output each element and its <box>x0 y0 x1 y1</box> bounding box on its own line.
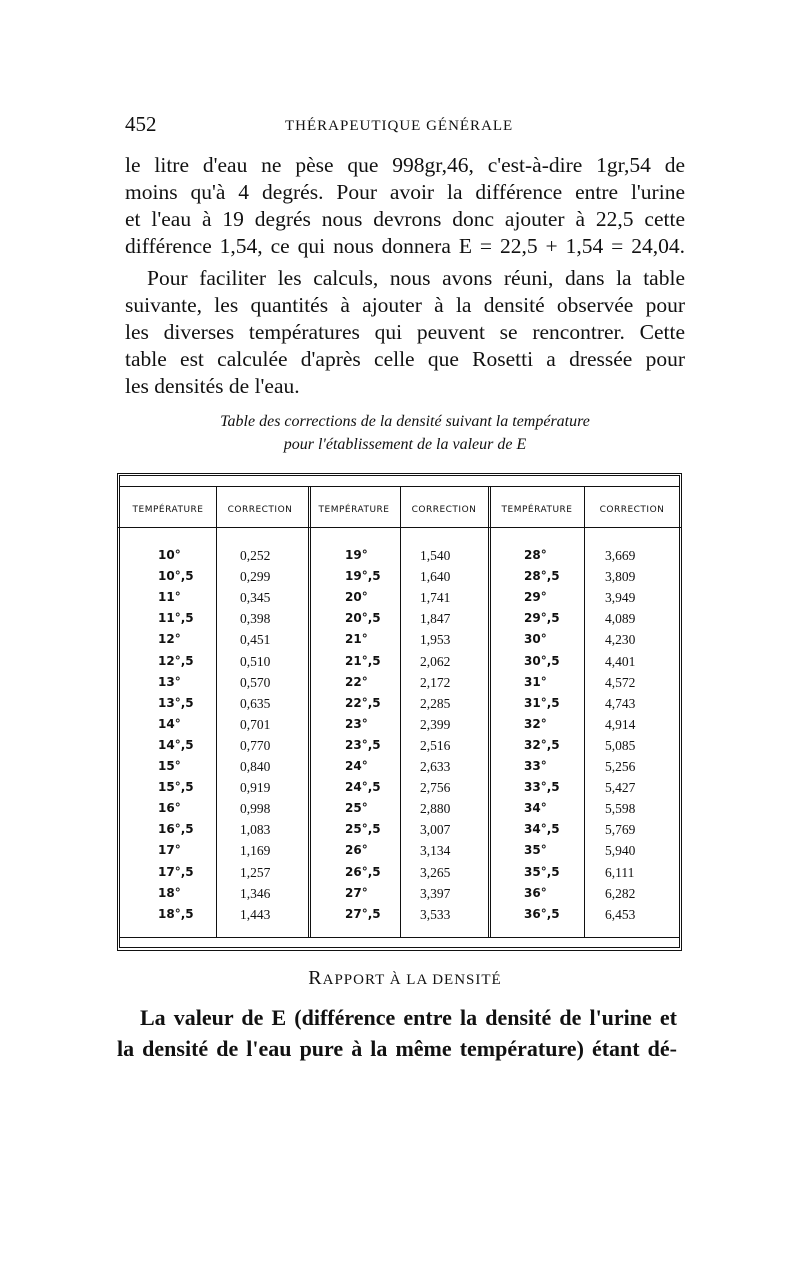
correction-cell: 2,633 <box>420 759 451 774</box>
text-line: le litre d'eau ne pèse que 998gr,46, c'est-à-dire 1gr,54 de <box>125 153 685 177</box>
temperature-cell: 35° <box>524 843 547 858</box>
column-header: TEMPÉRATURE <box>318 505 390 515</box>
page-number: 452 <box>125 112 157 136</box>
temperature-cell: 15°,5 <box>158 780 194 795</box>
temperature-cell: 28° <box>524 548 547 562</box>
correction-cell: 2,172 <box>420 674 451 690</box>
temperature-cell: 31° <box>524 674 547 689</box>
correction-cell: 1,257 <box>240 864 271 880</box>
text-line: différence 1,54, ce qui nous donnera E = 22,5 + 1,54 = 24,04. <box>125 234 685 258</box>
page-header <box>125 112 685 142</box>
correction-cell: 3,007 <box>420 822 451 838</box>
temperature-cell: 35°,5 <box>524 864 560 879</box>
temperature-cell: 26° <box>345 843 368 858</box>
correction-cell: 3,397 <box>420 885 451 901</box>
correction-cell: 1,346 <box>240 885 271 901</box>
temperature-cell: 25°,5 <box>345 822 381 837</box>
correction-cell: 3,265 <box>420 864 451 880</box>
correction-cell: 1,443 <box>240 906 271 922</box>
correction-cell: 0,570 <box>240 674 271 690</box>
temperature-cell: 21°,5 <box>345 653 381 668</box>
caption-line: Table des corrections de la densité suivant la température <box>220 413 590 430</box>
text-line: table est calculée d'après celle que Rosetti a dressée pour <box>125 347 685 371</box>
correction-cell: 5,769 <box>605 822 636 838</box>
text-line: moins qu'à 4 degrés. Pour avoir la différence entre l'urine <box>125 180 685 204</box>
correction-cell: 3,533 <box>420 906 451 922</box>
correction-cell: 6,453 <box>605 906 636 922</box>
correction-cell: 0,252 <box>240 548 271 563</box>
temperature-cell: 17°,5 <box>158 864 194 879</box>
correction-cell: 0,451 <box>240 632 271 648</box>
column-header: CORRECTION <box>411 505 477 515</box>
temperature-cell: 19°,5 <box>345 569 381 584</box>
temperature-cell: 36° <box>524 885 547 900</box>
temperature-cell: 28°,5 <box>524 569 560 584</box>
temperature-cell: 16°,5 <box>158 822 194 837</box>
temperature-cell: 11° <box>158 590 181 605</box>
correction-cell: 6,282 <box>605 885 636 901</box>
correction-cell: 1,083 <box>240 822 271 838</box>
temperature-cell: 33°,5 <box>524 780 560 795</box>
temperature-cell: 21° <box>345 632 368 647</box>
temperature-cell: 16° <box>158 801 181 816</box>
temperature-cell: 33° <box>524 759 547 773</box>
temperature-cell: 13°,5 <box>158 695 194 710</box>
correction-cell: 3,669 <box>605 548 636 563</box>
correction-cell: 1,741 <box>420 590 451 606</box>
section-title-part: APPORT <box>322 972 390 988</box>
temperature-cell: 32°,5 <box>524 737 560 752</box>
temperature-cell: 22°,5 <box>345 695 381 710</box>
temperature-cell: 13° <box>158 674 181 689</box>
correction-cell: 4,230 <box>605 632 636 648</box>
correction-cell: 3,809 <box>605 569 636 585</box>
correction-cell: 1,847 <box>420 611 451 627</box>
correction-cell: 0,345 <box>240 590 271 606</box>
correction-cell: 2,756 <box>420 780 451 796</box>
column-divider <box>488 486 491 938</box>
temperature-cell: 11°,5 <box>158 611 194 626</box>
column-divider <box>216 486 217 938</box>
temperature-cell: 18° <box>158 885 181 900</box>
temperature-cell: 23° <box>345 716 368 731</box>
running-head: THÉRAPEUTIQUE GÉNÉRALE <box>285 118 514 134</box>
temperature-cell: 30°,5 <box>524 653 560 668</box>
correction-cell: 2,880 <box>420 801 451 817</box>
temperature-cell: 19° <box>345 548 368 562</box>
correction-cell: 2,062 <box>420 653 451 669</box>
correction-cell: 2,516 <box>420 737 451 753</box>
section-title <box>125 967 685 990</box>
correction-cell: 0,299 <box>240 569 271 585</box>
temperature-cell: 24°,5 <box>345 780 381 795</box>
correction-cell: 5,256 <box>605 759 636 774</box>
temperature-cell: 36°,5 <box>524 906 560 921</box>
correction-cell: 6,111 <box>605 864 635 880</box>
temperature-cell: 24° <box>345 759 368 773</box>
text-line: La valeur de E (différence entre la densité de l'urine et <box>140 1005 677 1030</box>
temperature-cell: 26°,5 <box>345 864 381 879</box>
correction-cell: 2,285 <box>420 695 451 711</box>
column-header: TEMPÉRATURE <box>501 505 573 515</box>
temperature-cell: 29° <box>524 590 547 605</box>
correction-cell: 0,510 <box>240 653 271 669</box>
temperature-cell: 18°,5 <box>158 906 194 921</box>
correction-cell: 1,169 <box>240 843 271 859</box>
temperature-cell: 32° <box>524 716 547 731</box>
column-divider <box>584 486 585 938</box>
correction-cell: 5,085 <box>605 737 636 753</box>
correction-cell: 4,089 <box>605 611 636 627</box>
correction-cell: 4,914 <box>605 716 636 732</box>
temperature-cell: 15° <box>158 759 181 773</box>
correction-cell: 1,953 <box>420 632 451 648</box>
temperature-cell: 22° <box>345 674 368 689</box>
text-line: et l'eau à 19 degrés nous devrons donc ajouter à 22,5 cette <box>125 207 685 231</box>
correction-cell: 2,399 <box>420 716 451 732</box>
text-line: Pour faciliter les calculs, nous avons réuni, dans la table <box>147 266 685 290</box>
temperature-cell: 27° <box>345 885 368 900</box>
text-line: suivante, les quantités à ajouter à la densité observée pour <box>125 293 685 317</box>
correction-cell: 4,572 <box>605 674 636 690</box>
section-title-part: À LA DENSITÉ <box>389 972 502 988</box>
correction-cell: 0,840 <box>240 759 271 774</box>
text-line: les diverses températures qui peuvent se rencontrer. Cette <box>125 320 685 344</box>
correction-cell: 5,598 <box>605 801 636 817</box>
column-header: CORRECTION <box>227 505 293 515</box>
correction-cell: 0,398 <box>240 611 271 627</box>
temperature-cell: 30° <box>524 632 547 647</box>
temperature-cell: 29°,5 <box>524 611 560 626</box>
temperature-cell: 12°,5 <box>158 653 194 668</box>
correction-cell: 1,640 <box>420 569 451 585</box>
correction-cell: 0,919 <box>240 780 271 796</box>
temperature-cell: 23°,5 <box>345 737 381 752</box>
temperature-cell: 20° <box>345 590 368 605</box>
column-divider <box>400 486 401 938</box>
correction-cell: 3,949 <box>605 590 636 606</box>
text-line: les densités de l'eau. <box>125 374 300 398</box>
header-rule <box>118 527 681 528</box>
temperature-cell: 34° <box>524 801 547 816</box>
section-title-initial: R <box>308 967 323 989</box>
correction-cell: 1,540 <box>420 548 451 563</box>
column-header: TEMPÉRATURE <box>132 505 204 515</box>
temperature-cell: 14°,5 <box>158 737 194 752</box>
temperature-cell: 14° <box>158 716 181 731</box>
correction-cell: 0,998 <box>240 801 271 817</box>
column-header: CORRECTION <box>599 505 665 515</box>
temperature-cell: 10°,5 <box>158 569 194 584</box>
temperature-cell: 10° <box>158 548 181 562</box>
correction-cell: 0,701 <box>240 716 271 732</box>
temperature-cell: 12° <box>158 632 181 647</box>
temperature-cell: 34°,5 <box>524 822 560 837</box>
temperature-cell: 17° <box>158 843 181 858</box>
correction-cell: 3,134 <box>420 843 451 859</box>
correction-table <box>117 473 682 951</box>
text-line: la densité de l'eau pure à la même température) étant dé- <box>117 1036 677 1061</box>
temperature-cell: 27°,5 <box>345 906 381 921</box>
temperature-cell: 25° <box>345 801 368 816</box>
correction-cell: 4,743 <box>605 695 636 711</box>
column-divider <box>308 486 311 938</box>
temperature-cell: 31°,5 <box>524 695 560 710</box>
caption-line: pour l'établissement de la valeur de E <box>283 436 527 453</box>
correction-cell: 0,635 <box>240 695 271 711</box>
correction-cell: 4,401 <box>605 653 636 669</box>
correction-cell: 5,940 <box>605 843 636 859</box>
correction-cell: 5,427 <box>605 780 636 796</box>
temperature-cell: 20°,5 <box>345 611 381 626</box>
correction-cell: 0,770 <box>240 737 271 753</box>
